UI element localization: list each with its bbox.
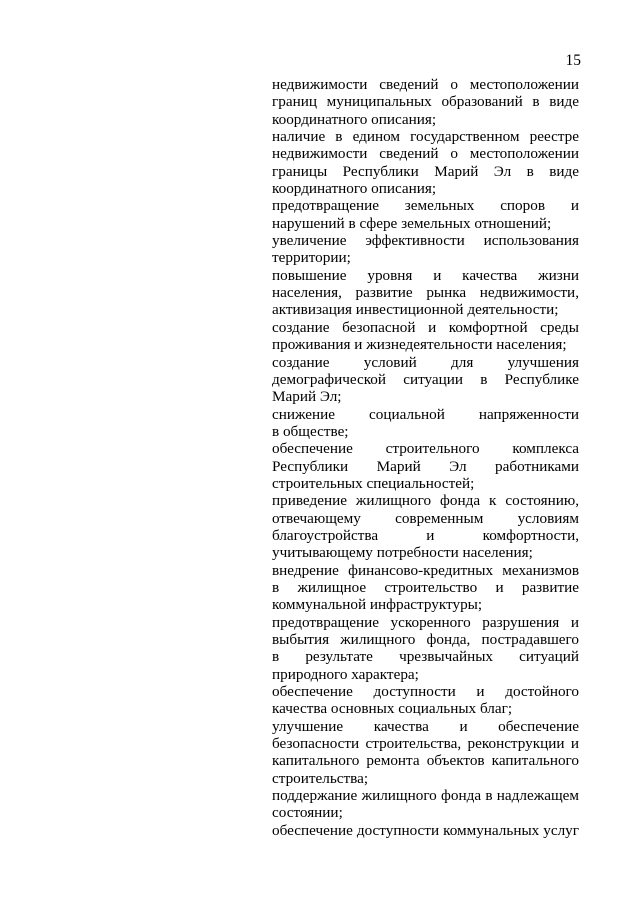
text-line: обеспечение доступности коммунальных услуг [272, 821, 579, 839]
text-line: строительства; [272, 769, 369, 787]
text-line: активизация инвестиционной деятельности; [272, 301, 559, 319]
text-line: территории; [272, 249, 351, 267]
text-line: границы Республики Марий Эл в виде [272, 162, 579, 180]
text-line: повышение уровня и качества жизни [272, 266, 579, 284]
text-line: капитального ремонта объектов капитального [272, 752, 579, 770]
text-line: Республики Марий Эл работниками [272, 457, 579, 475]
text-line: демографической ситуации в Республике [272, 370, 579, 388]
text-line: природного характера; [272, 665, 419, 683]
text-line: недвижимости сведений о местоположении [272, 76, 579, 93]
text-line: предотвращение земельных споров и [272, 197, 579, 215]
text-line: населения, развитие рынка недвижимости, [272, 284, 579, 302]
text-line: координатного описания; [272, 110, 437, 128]
text-line: в результате чрезвычайных ситуаций [272, 648, 579, 666]
text-line: строительных специальностей; [272, 474, 475, 492]
text-line: снижение социальной напряженности [272, 405, 579, 423]
text-line: предотвращение ускоренного разрушения и [272, 613, 579, 631]
text-line: учитывающему потребности населения; [272, 544, 533, 562]
text-line: границ муниципальных образований в виде [272, 93, 579, 111]
page-number: 15 [565, 52, 581, 69]
text-line: обеспечение доступности и достойного [272, 683, 579, 701]
text-line: внедрение финансово-кредитных механизмов [272, 561, 579, 579]
text-line: создание условий для улучшения [272, 353, 579, 371]
text-line: выбытия жилищного фонда, пострадавшего [272, 631, 579, 648]
text-line: обеспечение строительного комплекса [272, 440, 579, 458]
text-line: Марий Эл; [272, 388, 342, 406]
text-line: качества основных социальных благ; [272, 700, 513, 718]
text-line: недвижимости сведений о местоположении [272, 145, 579, 163]
text-line: улучшение качества и обеспечение [272, 717, 579, 735]
text-line: в обществе; [272, 422, 349, 440]
text-line: благоустройства и комфортности, [272, 526, 579, 544]
text-line: координатного описания; [272, 180, 437, 198]
text-line: безопасности строительства, реконструкции и [272, 735, 579, 753]
text-line: увеличение эффективности использования [272, 232, 579, 250]
text-line: в жилищное строительство и развитие [272, 578, 579, 596]
text-line: наличие в едином государственном реестре [272, 128, 579, 146]
text-line: коммунальной инфраструктуры; [272, 596, 483, 614]
text-column [272, 76, 579, 839]
text-line: нарушений в сфере земельных отношений; [272, 214, 552, 232]
text-line: создание безопасной и комфортной среды [272, 318, 579, 336]
text-line: проживания и жизнедеятельности населения; [272, 336, 567, 354]
text-line: поддержание жилищного фонда в надлежащем [272, 787, 579, 805]
text-line: состоянии; [272, 804, 343, 822]
text-line: приведение жилищного фонда к состоянию, [272, 492, 579, 510]
text-line: отвечающему современным условиям [272, 509, 579, 527]
